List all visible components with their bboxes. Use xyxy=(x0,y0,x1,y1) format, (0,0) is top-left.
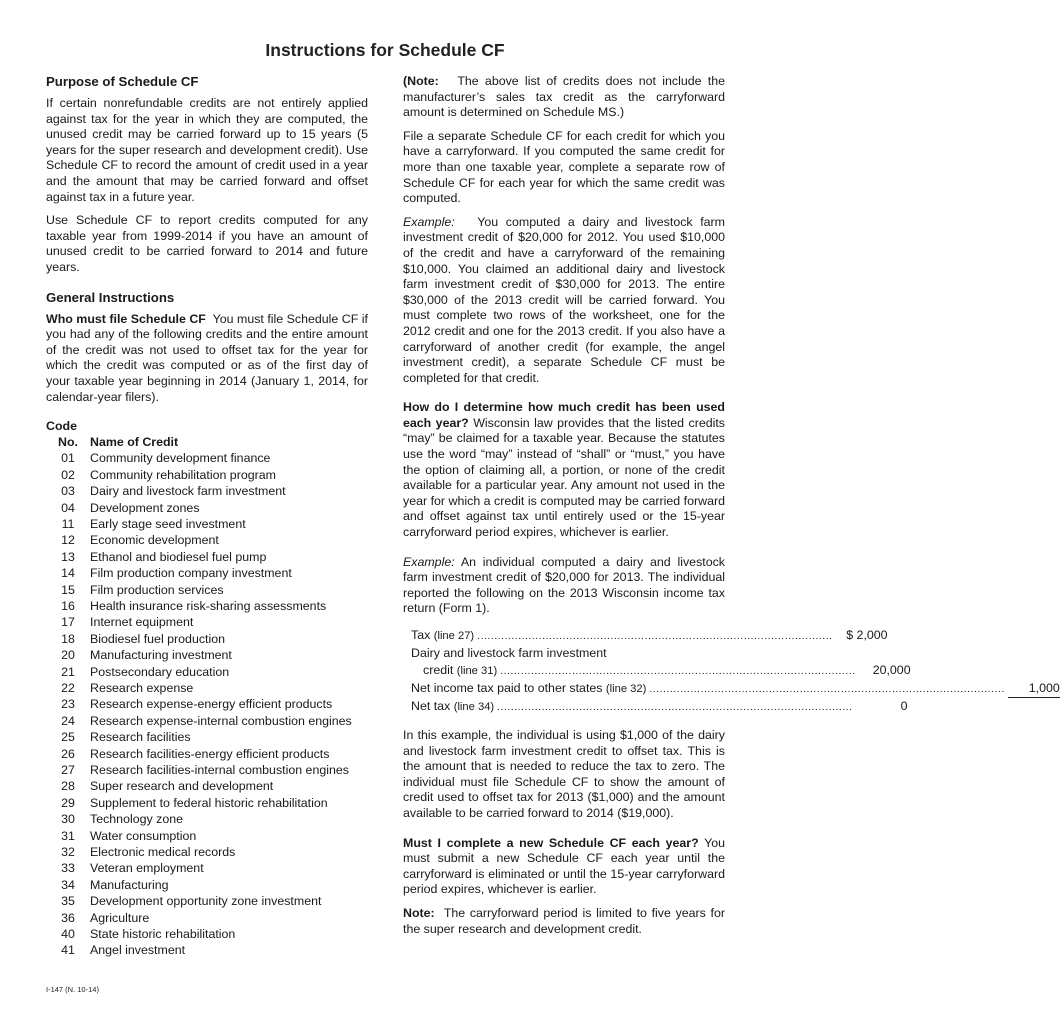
credit-code-number: 25 xyxy=(61,730,75,745)
credit-code-row xyxy=(46,483,368,499)
credit-code-number: 01 xyxy=(61,451,75,466)
general-instructions-heading: General Instructions xyxy=(46,289,175,305)
purpose-paragraph-1: If certain nonrefundable credits are not entirely applied against tax for the year in which they are computed, the unused credit may be carried forward up to 15 years (5 years for the super research and development credit). Use Schedule CF to record the amount of credit used in a year and the amount that may be carried forward and offset against tax in a future year. xyxy=(46,96,368,204)
credit-code-row xyxy=(46,877,368,893)
credit-code-row xyxy=(46,614,368,630)
tax-row-dairy-label xyxy=(411,645,725,662)
credit-code-number: 11 xyxy=(61,516,75,531)
credit-name: Electronic medical records xyxy=(90,845,236,860)
credit-name: Research facilities-energy efficient products xyxy=(90,746,330,761)
credit-name: Early stage seed investment xyxy=(90,516,246,531)
note-2-lead: Note: xyxy=(403,905,435,920)
purpose-heading: Purpose of Schedule CF xyxy=(46,74,199,89)
credit-code-row xyxy=(46,926,368,942)
credit-name: Ethanol and biodiesel fuel pump xyxy=(90,549,267,564)
credit-name: Research expense-energy efficient products xyxy=(90,697,333,712)
credit-name: Health insurance risk-sharing assessments xyxy=(90,598,327,613)
credit-code-number: 35 xyxy=(61,894,75,909)
credit-name: Internet equipment xyxy=(90,615,194,630)
note-paragraph-1 xyxy=(403,74,725,121)
credit-name: Research expense xyxy=(90,680,194,695)
credit-code-number: 29 xyxy=(61,795,75,810)
dairy-credit-value: 20,000 xyxy=(872,663,911,677)
credit-code-number: 15 xyxy=(61,582,75,597)
credit-name: Super research and development xyxy=(90,779,274,794)
credit-code-number: 32 xyxy=(61,845,75,860)
credit-name-heading: Name of Credit xyxy=(90,434,179,449)
who-must-file-lead: Who must file Schedule CF xyxy=(46,311,206,326)
credit-code-number: 27 xyxy=(61,763,75,777)
credit-code-row xyxy=(46,910,368,926)
credit-name: Manufacturing investment xyxy=(90,648,232,663)
note-1-text: The above list of credits does not include the manufacturer’s sales tax credit as the carryforward amount is determined on Schedule MS.) xyxy=(403,74,725,120)
credit-code-number: 04 xyxy=(61,500,75,515)
left-column xyxy=(46,74,368,959)
credit-code-row xyxy=(46,647,368,663)
net-tax-line-ref: (line 34) xyxy=(453,701,495,713)
credit-code-row xyxy=(46,811,368,827)
credit-code-number: 22 xyxy=(61,680,75,695)
code-no-heading: No. xyxy=(58,434,78,449)
credit-code-number: 33 xyxy=(61,861,75,876)
tax-label: Tax xyxy=(411,628,431,642)
credit-code-row xyxy=(46,500,368,516)
credit-name: Film production company investment xyxy=(90,566,292,581)
credit-name: Research facilities-internal combustion engines xyxy=(90,763,349,777)
credit-name: Postsecondary education xyxy=(90,664,230,679)
credit-code-number: 13 xyxy=(61,549,75,564)
credit-code-row xyxy=(46,532,368,548)
credit-name: Economic development xyxy=(90,533,219,548)
credit-code-row xyxy=(46,696,368,712)
credit-name: Manufacturing xyxy=(90,877,169,892)
credit-name: Dairy and livestock farm investment xyxy=(90,484,286,499)
right-column xyxy=(403,74,1060,945)
net-other-states-label: Net income tax paid to other states xyxy=(411,681,603,695)
credit-code-number: 36 xyxy=(61,910,75,925)
note-1-lead: (Note: xyxy=(403,74,439,88)
example-2-paragraph xyxy=(403,555,725,617)
credit-code-row xyxy=(46,860,368,876)
credit-code-number: 20 xyxy=(61,648,75,663)
must-complete-paragraph xyxy=(403,836,725,898)
credit-code-row xyxy=(46,795,368,811)
credit-name: Supplement to federal historic rehabilitation xyxy=(90,795,328,810)
credit-code-row xyxy=(46,664,368,680)
credit-name: Water consumption xyxy=(90,828,197,843)
example-2-text: An individual computed a dairy and livestock farm investment credit of $20,000 for 2013. The individual reported the following on the 2013 Wisconsin income tax return (Form 1). xyxy=(403,554,725,616)
credit-code-number: 31 xyxy=(61,828,75,843)
credit-code-row xyxy=(46,549,368,565)
credit-code-row xyxy=(46,467,368,483)
credit-code-number: 12 xyxy=(61,533,75,548)
credit-name: Community rehabilitation program xyxy=(90,467,276,482)
must-complete-text: You must submit a new Schedule CF each year until the carryforward is eliminated or until the 15-year carryforward period expires, whichever is earlier. xyxy=(403,835,725,897)
credit-code-row xyxy=(46,631,368,647)
must-complete-lead: Must I complete a new Schedule CF each year? xyxy=(403,835,699,850)
credit-code-row xyxy=(46,778,368,794)
net-tax-label: Net tax xyxy=(411,699,451,713)
credit-code-row xyxy=(46,450,368,466)
credit-name: State historic rehabilitation xyxy=(90,927,236,942)
credit-code-number: 23 xyxy=(61,697,75,712)
credit-code-row xyxy=(46,582,368,598)
tax-row-net-tax: Net tax (line 34) ........................................................................................................ 0 xyxy=(411,699,908,713)
credit-name: Research expense-internal combustion engines xyxy=(90,713,352,728)
credit-code-number: 30 xyxy=(61,812,75,827)
note-2-text: The carryforward period is limited to five years for the super research and development credit. xyxy=(403,905,725,936)
credit-code-number: 18 xyxy=(61,631,75,646)
credit-code-row xyxy=(46,565,368,581)
credit-name: Film production services xyxy=(90,582,224,597)
credit-code-row xyxy=(46,598,368,614)
net-tax-value: 0 xyxy=(900,699,908,713)
code-column-heading: Code xyxy=(46,419,77,434)
credit-code-number: 26 xyxy=(61,746,75,761)
credit-code-number: 24 xyxy=(61,713,75,728)
dairy-credit-label: Dairy and livestock farm investment xyxy=(411,646,607,660)
who-must-file-text: You must file Schedule CF if you had any of the following credits and the entire amount of the credit was not used to offset tax for the year for which the credit was computed or as of the first day of your taxable year beginning in 2014 (January 1, 2014, for calendar-year filers). xyxy=(46,311,368,404)
page-title: Instructions for Schedule CF xyxy=(265,40,505,60)
tax-worksheet xyxy=(411,627,1060,716)
credit-code-row xyxy=(46,680,368,696)
in-this-example-paragraph: In this example, the individual is using $1,000 of the dairy and livestock farm investment credit to offset tax. This is the amount that is needed to reduce the tax to zero. The individual must file Schedule CF to show the amount of credit used to offset tax for 2013 ($1,000) and the amount available to be carried forward to 2014 ($19,000). xyxy=(403,728,725,820)
how-determine-paragraph xyxy=(403,400,725,540)
credit-name: Community development finance xyxy=(90,451,271,466)
credit-code-number: 16 xyxy=(61,598,75,613)
credit-name: Technology zone xyxy=(90,812,183,827)
code-table-header xyxy=(46,435,368,451)
net-other-states-line-ref: (line 32) xyxy=(605,683,647,695)
example-1-text: You computed a dairy and livestock farm investment credit of $20,000 for 2012. You used $10,000 of the credit and have a carryforward of the remaining $10,000. You claimed an additional dairy and livestock farm investment credit of $30,000 for 2013. The entire $30,000 of the 2013 credit will be carried forward. You must complete two rows of the worksheet, one for the 2012 credit and one for the 2013 credit. If you also have a carryforward of another credit (for example, the angel investment credit), a separate Schedule CF must be completed for that credit. xyxy=(403,214,725,385)
example-2-lead: Example: xyxy=(403,554,455,569)
credit-code-row xyxy=(46,746,368,762)
tax-value: $ 2,000 xyxy=(846,628,888,642)
credit-name: Angel investment xyxy=(90,943,186,958)
credit-code-row xyxy=(46,516,368,532)
credit-code-number: 34 xyxy=(61,877,75,892)
credit-code-row xyxy=(46,762,368,778)
dairy-line-ref: (line 31) xyxy=(456,665,498,677)
tax-line-ref: (line 27) xyxy=(433,630,475,642)
credit-name: Research facilities xyxy=(90,730,191,745)
credit-code-row xyxy=(46,942,368,958)
credit-code-number: 17 xyxy=(61,615,75,630)
how-determine-lead: How do I determine how much credit has been used each year? xyxy=(403,400,725,430)
example-1-lead: Example: xyxy=(403,214,455,229)
credit-code-row xyxy=(46,828,368,844)
separate-schedule-paragraph: File a separate Schedule CF for each credit for which you have a carryforward. If you computed the same credit for more than one taxable year, complete a separate row of Schedule CF for each year for which the same credit was computed. xyxy=(403,128,725,206)
credit-name: Agriculture xyxy=(90,910,150,925)
dairy-credit-label-2: credit xyxy=(423,663,454,677)
credit-name: Development zones xyxy=(90,500,200,515)
tax-row-net-other-states: Net income tax paid to other states (line 32) ........................................................................................................ 1,000 xyxy=(411,680,725,698)
credit-name: Development opportunity zone investment xyxy=(90,894,322,909)
credit-code-number: 03 xyxy=(61,484,75,499)
credit-code-row xyxy=(46,729,368,745)
credit-code-number: 21 xyxy=(61,664,75,679)
credit-code-row xyxy=(46,893,368,909)
credit-code-number: 40 xyxy=(61,927,75,942)
credit-code-number: 02 xyxy=(61,467,75,482)
credit-code-list xyxy=(46,450,368,959)
tax-row-tax: Tax (line 27) ........................................................................................................ $ 2,000 xyxy=(411,628,888,642)
credit-name: Biodiesel fuel production xyxy=(90,631,226,646)
example-1-paragraph xyxy=(403,215,725,387)
how-determine-text: Wisconsin law provides that the listed credits “may” be claimed for a taxable year. Because the statutes use the word “may” instead of “shall” or “must,” you have the option of claiming all, a portion, or none of the credit available for a particular year. Any amount not used in the year for which a credit is computed may be carried forward and offset against tax until entirely used or the 15-year carryforward period expires, whichever is earlier. xyxy=(403,415,725,540)
note-paragraph-2 xyxy=(403,906,725,937)
purpose-paragraph-2: Use Schedule CF to report credits computed for any taxable year from 1999-2014 if you have an amount of unused credit to be carried forward to 2014 and future years. xyxy=(46,213,368,274)
credit-code-number: 28 xyxy=(61,779,75,794)
who-must-file-paragraph xyxy=(46,312,368,406)
net-other-states-value: 1,000 xyxy=(1008,680,1060,698)
form-id-footer: I-147 (N. 10-14) xyxy=(46,985,99,994)
tax-row-dairy: credit (line 31) ........................................................................................................ 20,000 xyxy=(423,663,911,677)
credit-code-number: 41 xyxy=(61,943,75,958)
credit-code-row xyxy=(46,713,368,729)
credit-code-row xyxy=(46,844,368,860)
credit-name: Veteran employment xyxy=(90,861,204,876)
credit-code-number: 14 xyxy=(61,566,75,581)
